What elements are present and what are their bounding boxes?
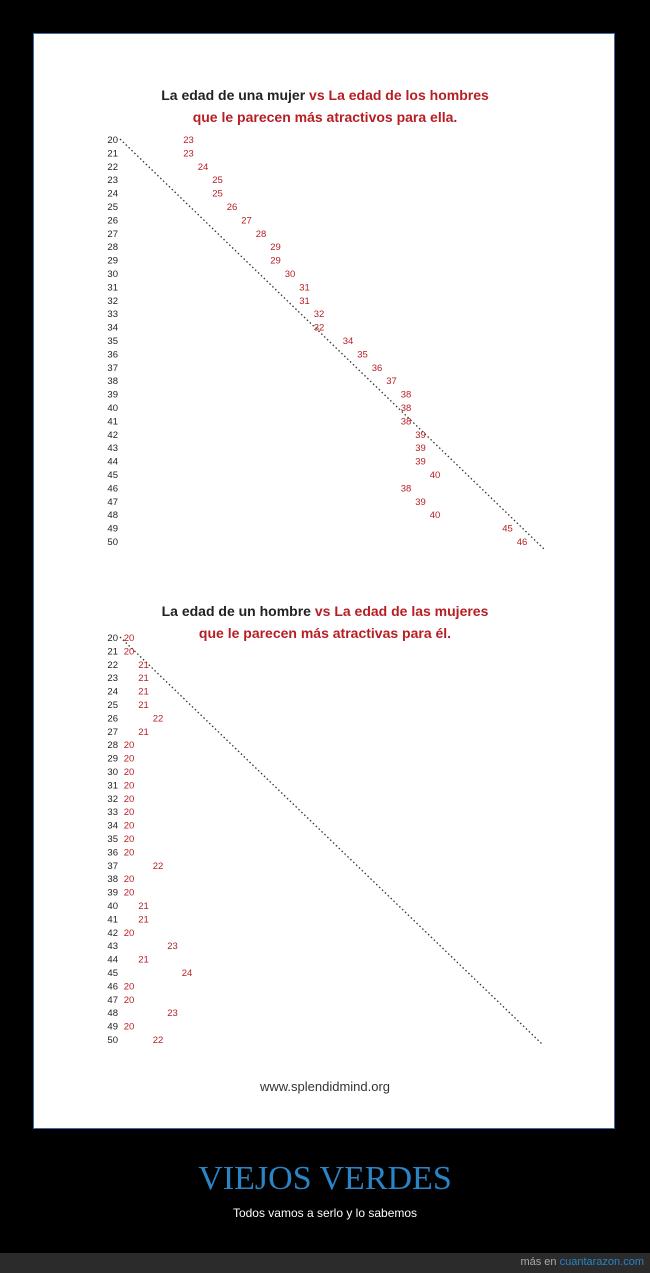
chart2-data-point: 21	[138, 901, 149, 912]
chart1-data-point: 26	[226, 202, 238, 213]
chart2-title-red-1: La edad de las mujeres	[334, 603, 489, 619]
chart1-age-label: 21	[107, 148, 118, 160]
chart1-data-point: 28	[255, 228, 267, 240]
chart1-data-point: 39	[415, 496, 426, 508]
chart2-age-label: 28	[107, 740, 118, 752]
chart1-data-point: 40	[429, 470, 441, 481]
footer-prefix: más en	[520, 1256, 557, 1268]
chart1-data-point: 37	[386, 376, 397, 388]
chart1-data-point: 39	[415, 443, 426, 455]
chart2-age-label: 49	[107, 1021, 118, 1033]
chart1-age-label: 29	[107, 255, 118, 267]
chart2-title-red-2: que le parecen más atractivas para él.	[198, 625, 452, 641]
chart1-age-label: 39	[107, 389, 118, 401]
chart2-data-point: 21	[138, 673, 149, 685]
chart1-age-label: 47	[107, 496, 118, 508]
chart1-title-vs: vs	[309, 87, 325, 103]
chart2-title-prefix: La edad de un hombre	[161, 603, 311, 619]
chart1-data-point: 40	[429, 510, 441, 522]
chart2-data-point: 20	[123, 847, 135, 859]
chart1-data-point: 23	[183, 148, 194, 160]
chart2-age-label: 48	[107, 1008, 118, 1020]
chart1-age-label: 49	[107, 523, 118, 535]
chart1-age-label: 34	[107, 322, 118, 334]
chart1-data-point: 31	[299, 282, 310, 294]
chart2-data-point: 20	[123, 767, 135, 778]
chart2-data-point: 20	[123, 981, 135, 993]
chart2-data-point: 20	[123, 646, 135, 658]
chart1-age-label: 35	[107, 336, 118, 347]
chart2-age-label: 46	[107, 981, 118, 993]
chart2-age-label: 24	[107, 686, 118, 698]
chart2-data-point: 21	[138, 659, 149, 671]
chart1-title-red-2: que le parecen más atractivos para ella.	[192, 109, 458, 125]
chart2-age-label: 50	[107, 1035, 118, 1046]
chart2-data-point: 20	[123, 834, 135, 845]
chart2-age-label: 40	[107, 901, 118, 912]
chart2-reference-line	[120, 637, 542, 1044]
chart2-age-label: 42	[107, 927, 118, 939]
chart1-age-label: 31	[107, 282, 118, 294]
chart1-data-point: 38	[400, 483, 412, 495]
chart1-data-point: 23	[183, 135, 194, 146]
chart2-age-label: 29	[107, 753, 118, 765]
chart1-title-prefix: La edad de una mujer	[161, 87, 306, 103]
chart1-data-point: 36	[371, 362, 383, 374]
chart2-age-label: 39	[107, 887, 118, 899]
chart1-age-label: 42	[107, 429, 118, 441]
chart2-age-label: 21	[107, 646, 118, 658]
chart2-data-point: 20	[123, 807, 135, 819]
chart2-data-point: 21	[138, 700, 149, 711]
chart2-age-label: 38	[107, 874, 118, 886]
chart1-data-point: 24	[197, 161, 209, 173]
chart1-age-label: 23	[107, 175, 118, 187]
chart2-data-point: 20	[123, 994, 135, 1006]
caption-title: VIEJOS VERDES	[198, 1160, 452, 1197]
chart1-data-point: 25	[212, 188, 223, 200]
chart2-data-point: 21	[138, 726, 149, 738]
chart2-data-point: 21	[138, 686, 149, 698]
chart1-data-point: 32	[313, 322, 325, 334]
chart1-age-label: 20	[107, 135, 118, 146]
chart1-data-point: 29	[270, 255, 281, 267]
chart2-data-point: 22	[152, 1035, 164, 1046]
chart1-age-label: 41	[107, 416, 118, 428]
chart2-data-point: 22	[152, 713, 164, 725]
chart1-age-label: 45	[107, 470, 118, 481]
chart2-data-point: 20	[123, 874, 135, 886]
chart2-data-point: 23	[167, 1008, 178, 1020]
chart2-data-point: 22	[152, 860, 164, 872]
chart2-age-label: 33	[107, 807, 118, 819]
chart1-age-label: 43	[107, 443, 118, 455]
chart2-data-point: 21	[138, 914, 149, 926]
chart2-data-point: 23	[167, 941, 178, 953]
chart1-age-label: 36	[107, 349, 118, 361]
image-frame	[33, 33, 615, 1129]
chart2-data-point: 20	[123, 740, 135, 752]
chart2-data-point: 20	[123, 780, 135, 792]
chart2-age-label: 43	[107, 941, 118, 953]
chart1-age-label: 44	[107, 456, 118, 468]
chart1-age-label: 25	[107, 202, 118, 213]
chart1-age-label: 28	[107, 242, 118, 254]
chart2-age-label: 25	[107, 700, 118, 711]
chart1-age-label: 50	[107, 537, 118, 548]
chart2-data-point: 20	[123, 793, 135, 805]
chart1-data-point: 32	[313, 309, 325, 321]
chart2-age-label: 47	[107, 994, 118, 1006]
chart1-reference-line	[120, 139, 544, 549]
chart1-data-point: 39	[415, 429, 426, 441]
chart1-age-label: 40	[107, 403, 118, 414]
chart2-age-label: 32	[107, 793, 118, 805]
chart2-age-label: 23	[107, 673, 118, 685]
footer-text	[520, 1256, 644, 1268]
chart1-data-point: 25	[212, 175, 223, 187]
chart2-data-point: 20	[123, 887, 135, 899]
chart1-plot	[34, 134, 616, 554]
chart2-age-label: 36	[107, 847, 118, 859]
chart1-data-point: 38	[400, 416, 412, 428]
chart1-age-label: 27	[107, 228, 118, 240]
chart2-age-label: 44	[107, 954, 118, 966]
credit-url: www.splendidmind.org	[259, 1079, 391, 1094]
chart2-data-point: 20	[123, 633, 135, 644]
chart2-data-point: 20	[123, 1021, 135, 1033]
chart1-data-point: 38	[400, 389, 412, 401]
chart2-age-label: 22	[107, 659, 118, 671]
chart1-data-point: 38	[400, 403, 412, 414]
chart1-data-point: 30	[284, 269, 296, 280]
chart1-data-point: 35	[357, 349, 368, 361]
chart2-age-label: 31	[107, 780, 118, 792]
chart1-data-point: 27	[241, 215, 252, 227]
chart2-plot	[34, 632, 616, 1052]
chart1-title	[34, 84, 616, 128]
chart1-age-label: 22	[107, 161, 118, 173]
chart2-age-label: 20	[107, 633, 118, 644]
chart1-data-point: 46	[516, 537, 528, 548]
chart1-data-point: 39	[415, 456, 426, 468]
chart1-age-label: 30	[107, 269, 118, 280]
chart2-age-label: 34	[107, 820, 118, 832]
chart1-age-label: 24	[107, 188, 118, 200]
chart2-data-point: 20	[123, 753, 135, 765]
chart1-age-label: 32	[107, 295, 118, 307]
chart1-data-point: 31	[299, 295, 310, 307]
chart1-age-label: 38	[107, 376, 118, 388]
chart1-age-label: 33	[107, 309, 118, 321]
chart2-age-label: 35	[107, 834, 118, 845]
chart1-data-point: 34	[342, 336, 354, 347]
chart1-data-point: 45	[502, 523, 513, 535]
caption-subtitle: Todos vamos a serlo y lo sabemos	[232, 1206, 418, 1220]
chart1-data-point: 29	[270, 242, 281, 254]
chart2-data-point: 21	[138, 954, 149, 966]
chart2-data-point: 20	[123, 820, 135, 832]
chart1-age-label: 26	[107, 215, 118, 227]
chart2-data-point: 24	[181, 968, 193, 979]
chart2-title-vs: vs	[314, 603, 331, 619]
chart1-age-label: 48	[107, 510, 118, 522]
chart2-age-label: 26	[107, 713, 118, 725]
footer-site-link[interactable]: cuantarazon.com	[559, 1256, 644, 1268]
chart1-age-label: 37	[107, 362, 118, 374]
chart2-data-point: 20	[123, 927, 135, 939]
chart1-title-red-1: La edad de los hombres	[328, 87, 489, 103]
chart2-age-label: 41	[107, 914, 118, 926]
chart2-age-label: 30	[107, 767, 118, 778]
chart1-age-label: 46	[107, 483, 118, 495]
chart2-age-label: 27	[107, 726, 118, 738]
footer-bar	[0, 1253, 650, 1273]
chart2-age-label: 37	[107, 860, 118, 872]
chart2-age-label: 45	[107, 968, 118, 979]
